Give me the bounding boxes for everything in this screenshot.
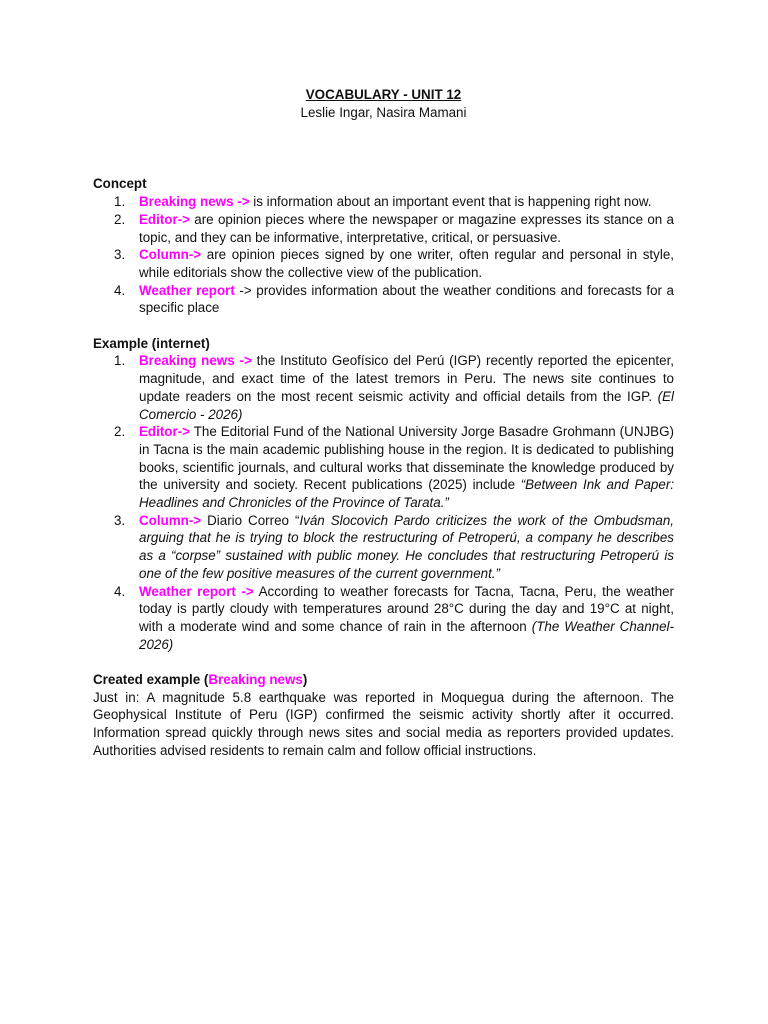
section-spacer [93,653,674,671]
term-label: Editor-> [139,211,190,227]
term-label: Column-> [139,512,202,528]
example-text: According to weather forecasts for Tacna, Tacna, Peru, the weather today is partly cloudy with temperatures around 28°C during the day and 19°C at night, with a moderate wind and some chance of rain in the afternoon [139,583,675,634]
example-text: Diario Correo “ [201,512,300,528]
definition-text: -> provides information about the weather conditions and forecasts for a specific place [139,282,674,316]
examples-list [93,352,674,653]
term-label: Editor-> [139,424,190,440]
definition-text: are opinion pieces where the newspaper or magazine expresses its stance on a topic, and they can be informative, interpretative, critical, or persuasive. [139,211,674,245]
term-label: Breaking news -> [139,353,252,369]
concept-heading: Concept [93,176,147,192]
list-number: 4. [114,282,126,298]
examples-heading: Example (internet) [93,335,210,351]
term-label: Breaking news -> [139,194,250,210]
heading-prefix: Created example ( [93,672,209,688]
example-item [93,583,674,654]
example-source: (El Comercio - 2026) [139,388,674,422]
example-text: the Instituto Geofísico del Perú (IGP) recently reported the epicenter, magnitude, and exact time of the latest tremors in Peru. The news site continues to update readers on the most recent seismic activity and official details from the IGP. [139,353,675,404]
list-number: 4. [114,583,126,599]
concept-item [93,193,674,211]
term-label: Column-> [139,247,202,263]
example-quote: Iván Slocovich Pardo criticizes the work of the Ombudsman, arguing that he is trying to block the restructuring of Petroperú, a company he describes as a “corpse” sustained with public money. He concludes that restructuring Petroperú is one of the few positive measures of the current government.” [139,512,674,581]
concept-item [93,211,674,246]
example-text: The Editorial Fund of the National University Jorge Basadre Grohmann (UNJBG) in Tacna is the main academic publishing house in the region. It is dedicated to publishing books, scientific journals, and cultural works that disseminate the knowledge produced by the university and society. Recent publications (2025) include [139,424,674,493]
example-source: (The Weather Channel- 2026) [139,618,674,652]
concept-list [93,193,674,317]
list-number: 1. [114,353,126,369]
concept-item [93,246,674,281]
created-example-text: Just in: A magnitude 5.8 earthquake was reported in Moquegua during the afternoon. The Geophysical Institute of Peru (IGP) confirmed the seismic activity shortly after it occurred. Information spread quickly through news sites and social media as reporters provided updates. Authorities advised residents to remain calm and follow official instructions. [93,689,674,758]
term-label: Weather report [139,282,235,298]
list-number: 3. [114,512,126,528]
example-item [93,512,674,583]
document-authors: Leslie Ingar, Nasira Mamani [300,104,467,120]
heading-term: Breaking news [208,672,303,688]
definition-text: is information about an important event that is happening right now. [249,194,652,210]
definition-text: are opinion pieces signed by one writer, often regular and personal in style, while editorials show the collective view of the publication. [139,247,674,280]
example-item [93,423,674,512]
example-item [93,352,674,423]
section-spacer [93,317,674,335]
example-source: “Between Ink and Paper: Headlines and Chronicles of the Province of Tarata.” [139,477,675,511]
heading-suffix: ) [302,672,308,688]
concept-item [93,282,674,317]
list-number: 2. [114,424,126,440]
document-title: VOCABULARY - UNIT 12 [305,87,462,102]
list-number: 3. [114,247,126,263]
document-content [93,86,674,760]
list-number: 2. [114,211,126,227]
list-number: 1. [114,194,126,210]
term-label: Weather report -> [139,583,254,599]
created-example-heading [93,671,674,689]
